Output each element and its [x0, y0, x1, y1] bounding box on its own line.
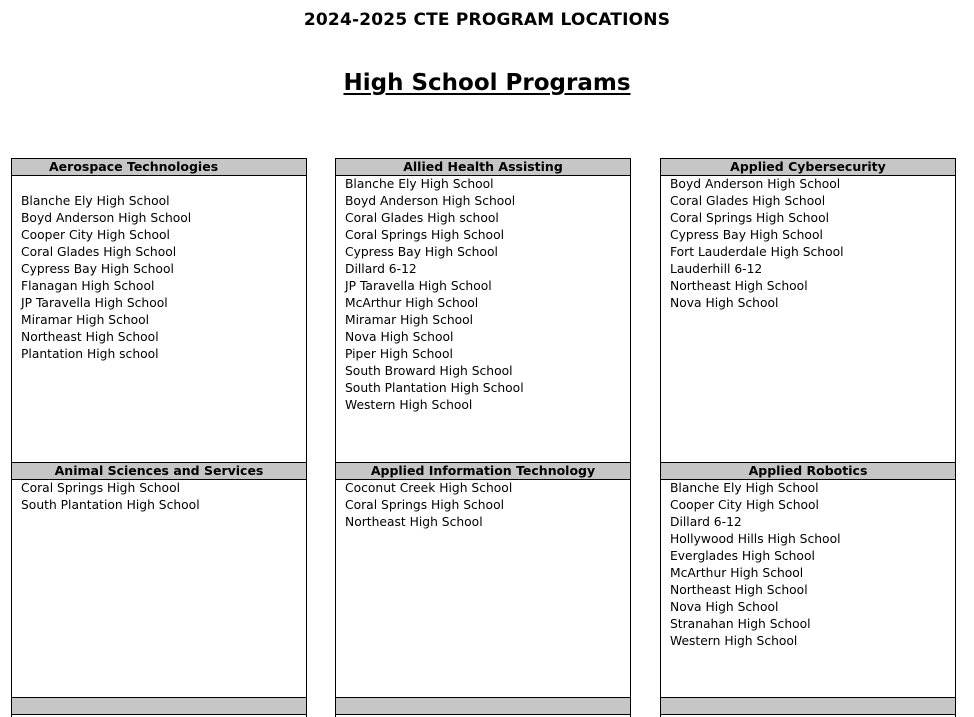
school-list-item: Coconut Creek High School [345, 481, 513, 495]
program-box-cutoff [660, 697, 956, 717]
school-list-item: Fort Lauderdale High School [670, 245, 844, 259]
school-list-item: Coral Springs High School [345, 228, 505, 242]
school-list-item: Cooper City High School [670, 498, 819, 512]
school-list-item: Boyd Anderson High School [670, 177, 841, 191]
school-list-item: Coral Springs High School [21, 481, 181, 495]
school-list-item: Blanche Ely High School [670, 481, 819, 495]
school-list-item: Plantation High school [21, 347, 159, 361]
school-list-item: Stranahan High School [670, 617, 811, 631]
school-list-item: Cypress Bay High School [21, 262, 174, 276]
school-list-item: Nova High School [670, 600, 779, 614]
school-list-item: JP Taravella High School [345, 279, 492, 293]
school-list-item: Miramar High School [345, 313, 474, 327]
school-list-item: Northeast High School [670, 583, 808, 597]
school-list-item: Nova High School [670, 296, 779, 310]
school-list-item: Cypress Bay High School [670, 228, 823, 242]
school-list-item: Flanagan High School [21, 279, 155, 293]
school-list-item: JP Taravella High School [21, 296, 168, 310]
school-list-item: Dillard 6-12 [345, 262, 417, 276]
program-box-applied-robotics [660, 462, 956, 703]
program-box-aerospace [11, 158, 307, 464]
school-list-item: Coral Glades High School [21, 245, 177, 259]
program-header: Animal Sciences and Services [12, 463, 306, 480]
school-list-item: Northeast High School [21, 330, 159, 344]
program-box-cybersecurity [660, 158, 956, 464]
school-list-item: Coral Springs High School [345, 498, 505, 512]
school-list-item: Everglades High School [670, 549, 815, 563]
school-list-item: South Plantation High School [21, 498, 200, 512]
school-list-item: Coral Springs High School [670, 211, 830, 225]
program-header-cutoff [336, 698, 630, 715]
program-school-list [336, 480, 630, 531]
program-box-cutoff [335, 697, 631, 717]
program-header: Applied Robotics [661, 463, 955, 480]
program-school-list [336, 176, 630, 414]
program-header-cutoff [12, 698, 306, 715]
program-school-list [12, 480, 306, 514]
school-list-item: Blanche Ely High School [345, 177, 494, 191]
school-list-item: Piper High School [345, 347, 453, 361]
program-header: Allied Health Assisting [336, 159, 630, 176]
school-list-item: Blanche Ely High School [21, 194, 170, 208]
program-box-applied-it [335, 462, 631, 703]
section-title-text: High School Programs [343, 70, 631, 96]
school-list-item: South Plantation High School [345, 381, 524, 395]
school-list-item: Nova High School [345, 330, 454, 344]
school-list-item: Coral Glades High school [345, 211, 499, 225]
program-box-animal-sciences [11, 462, 307, 703]
school-list-item: Miramar High School [21, 313, 150, 327]
school-list-item: McArthur High School [670, 566, 804, 580]
program-school-list [661, 176, 955, 312]
program-box-cutoff [11, 697, 307, 717]
school-list-item: Coral Glades High School [670, 194, 826, 208]
program-header: Aerospace Technologies [12, 159, 306, 176]
school-list-item: Dillard 6-12 [670, 515, 742, 529]
program-header: Applied Cybersecurity [661, 159, 955, 176]
school-list-item: Hollywood Hills High School [670, 532, 841, 546]
program-school-list [661, 480, 955, 650]
school-list-item: Lauderhill 6-12 [670, 262, 763, 276]
school-list-item: Northeast High School [345, 515, 483, 529]
school-list-item: Western High School [345, 398, 473, 412]
school-list-item: Cooper City High School [21, 228, 170, 242]
school-list-item: Boyd Anderson High School [345, 194, 516, 208]
school-list-item: Western High School [670, 634, 798, 648]
document-title: 2024-2025 CTE PROGRAM LOCATIONS [303, 10, 671, 30]
school-list-item: South Broward High School [345, 364, 513, 378]
school-list-item: Cypress Bay High School [345, 245, 498, 259]
program-school-list [12, 176, 306, 363]
program-header-cutoff [661, 698, 955, 715]
program-box-allied-health [335, 158, 631, 464]
school-list-item: McArthur High School [345, 296, 479, 310]
school-list-item: Boyd Anderson High School [21, 211, 192, 225]
program-header: Applied Information Technology [336, 463, 630, 480]
school-list-item: Northeast High School [670, 279, 808, 293]
section-title [0, 70, 974, 96]
